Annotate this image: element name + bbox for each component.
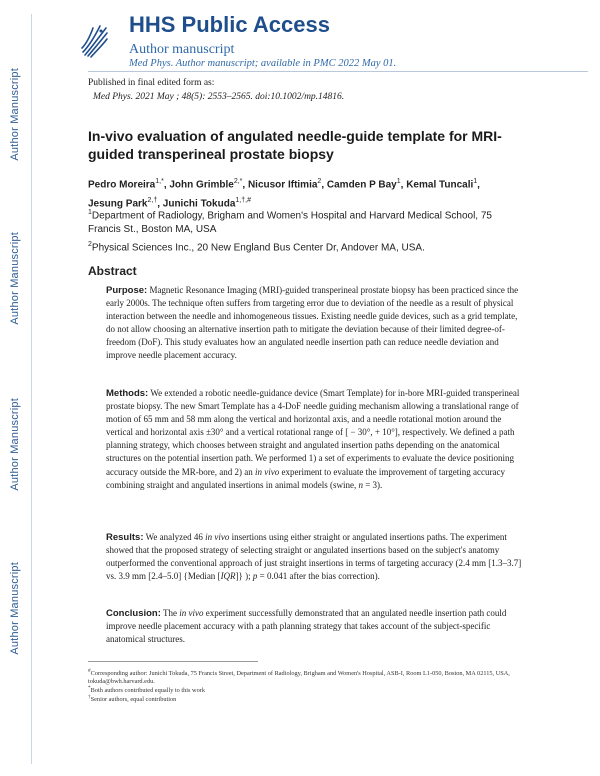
- results-iqr: IQR: [220, 571, 236, 582]
- results-text-a: We analyzed 46: [145, 532, 203, 542]
- purpose-label: Purpose:: [106, 285, 148, 296]
- footnote-text: Senior authors, equal contribution: [90, 696, 177, 704]
- footnote-text: Corresponding author: Junichi Tokuda, 75 Francis Street, Department of Radiology, Brigham and Women's Hospital, ASB-I, Room L1-050, Boston, MA 02115, USA, tokuda@bwh.harvard.edu.: [88, 670, 510, 686]
- author-manuscript-label: Author manuscript: [129, 42, 235, 57]
- abstract-conclusion: [106, 607, 522, 646]
- author-marks: 1,†,#: [235, 197, 251, 205]
- conclusion-in-vivo: in vivo: [179, 608, 204, 618]
- footnote-marker: *: [88, 685, 91, 691]
- results-p-var: p: [252, 571, 258, 582]
- side-label-2: Author Manuscript: [9, 232, 21, 325]
- author-marks: 2: [317, 178, 322, 185]
- footnote-marker: #: [88, 668, 91, 674]
- author-name: Jesung Park: [88, 198, 148, 210]
- affiliation-text: Physical Sciences Inc., 20 New England Bus Center Dr, Andover MA, USA.: [91, 242, 425, 254]
- author-name: Camden P Bay: [326, 179, 397, 191]
- methods-n-var: n: [358, 479, 363, 490]
- methods-in-vivo: in vivo: [254, 466, 280, 477]
- side-label-4: Author Manuscript: [9, 562, 21, 655]
- conclusion-text-b: experiment successfully demonstrated that an angulated needle insertion path could improve needle placement accuracy with a path planning strategy that takes account of the subject-specific anatomical structures.: [106, 608, 507, 645]
- author-list: Pedro Moreira$^{1,*}$, John Grimble$^{2,*}$, Nicusor Iftimia$^2$, Camden P Bay$^1$, Kemal Tuncali$^1$, Jesung Park$^{2,\dagger}$, Junichi Tokuda$^{1,\dagger,\#}$: [88, 178, 480, 210]
- affiliation-marker: 2: [88, 241, 92, 248]
- methods-n-value: = 3).: [365, 479, 383, 490]
- affiliation-1: [88, 206, 508, 236]
- citation-line: [93, 92, 344, 102]
- author-marks: 2,†: [147, 197, 158, 205]
- results-in-vivo: in vivo: [205, 532, 230, 542]
- results-text-d: = 0.041 after the bias correction).: [259, 571, 380, 582]
- methods-text-b: experiment to evaluate the improvement of targeting accuracy combining straight and angulated insertions in animal models (swine,: [106, 466, 505, 490]
- abstract-heading: Abstract: [88, 264, 137, 278]
- author-marks: 1,*: [155, 178, 164, 185]
- author-name: Pedro Moreira: [88, 179, 156, 191]
- hhs-title: HHS Public Access: [129, 12, 330, 37]
- author-marks: 1: [396, 178, 401, 185]
- affiliation-2: [88, 238, 508, 255]
- author-name: Nicusor Iftimia: [247, 179, 318, 191]
- side-label-1: Author Manuscript: [9, 68, 21, 161]
- abstract-purpose: [106, 284, 522, 363]
- results-label: Results:: [106, 532, 144, 543]
- margin-rule: [31, 14, 32, 764]
- affiliation-marker: 1: [88, 209, 92, 216]
- abstract-results: [106, 531, 522, 583]
- author-marks: 1: [473, 178, 478, 185]
- conclusion-text-a: The: [162, 608, 177, 618]
- article-title: In-vivo evaluation of angulated needle-guide template for MRI-guided transperineal prostate biopsy: [88, 128, 502, 162]
- author-marks: 2,*: [233, 178, 243, 185]
- methods-text-a: We extended a robotic needle-guidance device (Smart Template) for in-bore MRI-guided transperineal prostate biopsy. The new Smart Template has a 4-DoF needle guiding mechanism allowing a translational range of motion of 65 mm and 58 mm along the vertical and horizontal axis, and a needle rotational motion around the vertical and horizontal axis ±30° and a vertical rotational range of [ − 30°, + 10°], respectively. We defined a path planning strategy, which chooses between straight and angulated insertion paths depending on the anatomical structures on the potential insertion path. We performed 1) a set of experiments to evaluate the device positioning accuracy outside the MR-bore, and 2) an: [106, 388, 520, 477]
- author-name: John Grimble: [169, 179, 234, 191]
- citation-text: Med Phys. 2021 May ; 48(5): 2553–2565. doi:10.1002/mp.14816.: [93, 92, 345, 102]
- journal-availability-text: Med Phys. Author manuscript; available in PMC 2022 May 01.: [129, 58, 397, 69]
- published-in-label: Published in final edited form as:: [88, 78, 215, 88]
- results-text-b: insertions using either straight or angulated insertions paths. The experiment showed that the proposed strategy of selecting straight or angulated insertions based on the subject's anatomy outperformed the conventional approach of just straight insertions in terms of targeting accuracy (2.4 mm [1.3–3.7] vs. 3.9 mm [2.4–5.0] {Median [: [106, 532, 522, 582]
- side-label-3: Author Manuscript: [9, 398, 21, 491]
- footnote-marker: †: [88, 694, 91, 700]
- footnote-text: Both authors contributed equally to this work: [90, 687, 206, 695]
- journal-availability: [129, 58, 396, 69]
- results-text-c: ]} );: [235, 571, 251, 582]
- footnote-senior-authors: [88, 693, 518, 704]
- methods-label: Methods:: [106, 388, 149, 399]
- header-divider: [88, 71, 588, 72]
- conclusion-label: Conclusion:: [106, 608, 161, 619]
- footnote-divider: [88, 661, 258, 662]
- abstract-methods: [106, 387, 522, 492]
- author-name: Junichi Tokuda: [162, 198, 236, 210]
- hhs-eagle-logo-icon: [79, 22, 109, 62]
- purpose-text: Magnetic Resonance Imaging (MRI)-guided transperineal prostate biopsy has been practiced since the early 2000s. The technique often suffers from targeting error due to deviation of the needle as a result of physical interaction between the needle and inhomogeneous tissues. Existing needle guide devices, such as a grid template, do not allow choosing an alternative insertion path to mitigate the deviation because of their limited degree-of-freedom (DoF). This study evaluates how an angulated needle insertion path can reduce needle deviation and improve needle placement accuracy.: [106, 285, 519, 361]
- affiliation-text: Department of Radiology, Brigham and Women's Hospital and Harvard Medical School, 75 Francis St., Boston MA, USA: [88, 210, 492, 235]
- author-name: Kemal Tuncali: [406, 179, 474, 191]
